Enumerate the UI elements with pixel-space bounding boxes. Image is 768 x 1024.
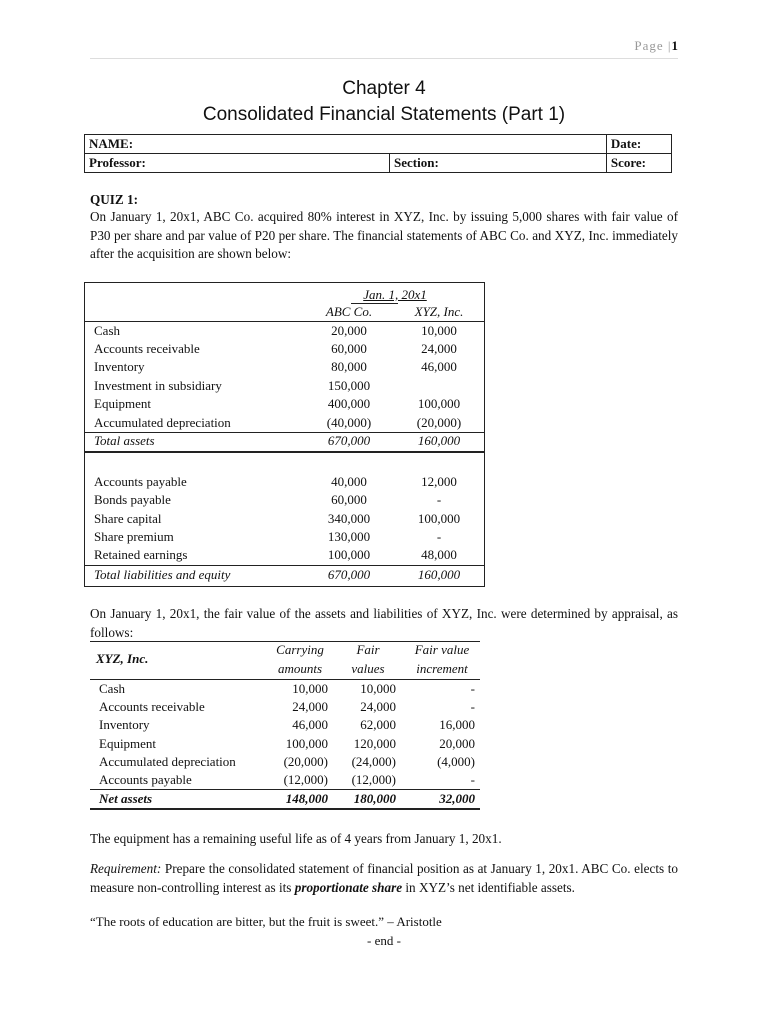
section-field[interactable]: Section: [390,154,607,173]
table-row: Cash 10,000 10,000 - [99,681,475,696]
professor-field[interactable]: Professor: [85,154,390,173]
chapter-subtitle: Consolidated Financial Statements (Part 1) [202,104,566,125]
table-row: Accounts payable 40,000 12,000 [94,474,457,489]
table-row: Accounts receivable 24,000 24,000 - [99,699,475,714]
page-number-value: 1 [671,38,678,53]
bs-col-abc: ABC Co. [325,304,373,319]
table-row: Investment in subsidiary 150,000 [94,378,371,393]
score-field[interactable]: Score: [606,154,671,173]
total-assets-row: Total assets 670,000 160,000 [94,433,461,448]
total-le-row: Total liabilities and equity 670,000 160,000 [94,567,461,582]
table-row: Inventory 80,000 46,000 [94,359,457,374]
page-label: Page [634,38,664,53]
table-row: Bonds payable 60,000 - [94,492,442,507]
table-row: Inventory 46,000 62,000 16,000 [99,717,475,732]
name-field[interactable]: NAME: [85,135,607,154]
requirement-emphasis: proportionate share [294,879,403,895]
student-info-table [84,134,672,173]
table-row: Accounts receivable 60,000 24,000 [94,341,457,356]
page-number: Page |1 [634,38,678,53]
fair-value-intro: On January 1, 20x1, the fair value of the assets and liabilities of XYZ, Inc. were determined by appraisal, as follows: [90,606,678,640]
end-marker: - end - [367,933,401,948]
date-field[interactable]: Date: [606,135,671,154]
chapter-title: Chapter 4 [342,78,426,99]
quiz-heading: QUIZ 1: [90,192,138,207]
requirement: Requirement: Prepare the consolidated statement of financial position as at January 1, 20x1. ABC Co. elects to measure non-controlling interest as its proportionate share in XYZ’s net identifiable assets. [90,861,678,895]
net-assets-row: Net assets 148,000 180,000 32,000 [99,791,475,806]
table-row: Equipment 100,000 120,000 20,000 [99,736,475,751]
requirement-label: Requirement: [90,861,162,876]
bs-date-header: Jan. 1, 20x1 [363,287,427,302]
table-row: Share premium 130,000 - [94,529,442,544]
table-row: Accounts payable (12,000) (12,000) - [99,772,475,787]
bs-col-xyz: XYZ, Inc. [414,304,464,319]
useful-life-note: The equipment has a remaining useful life as of 4 years from January 1, 20x1. [90,831,502,846]
table-row: Accumulated depreciation (40,000) (20,000) [94,415,462,430]
table-row: Accumulated depreciation (20,000) (24,000) (4,000) [99,754,475,769]
table-row: Equipment 400,000 100,000 [94,396,461,411]
table-row: Share capital 340,000 100,000 [94,511,461,526]
header-rule [90,58,678,59]
quiz-intro: On January 1, 20x1, ABC Co. acquired 80% interest in XYZ, Inc. by issuing 5,000 shares with fair value of P30 per share and par value of P20 per share. The financial statements of ABC Co. and XYZ, Inc. immediately after the acquisition are shown below: [90,209,678,261]
fv-entity: XYZ, Inc. [96,651,149,666]
quote: “The roots of education are bitter, but the fruit is sweet.” – Aristotle [90,914,442,929]
table-row: Cash 20,000 10,000 [94,323,457,338]
table-row: Retained earnings 100,000 48,000 [94,547,457,562]
balance-sheet-table [84,282,485,587]
